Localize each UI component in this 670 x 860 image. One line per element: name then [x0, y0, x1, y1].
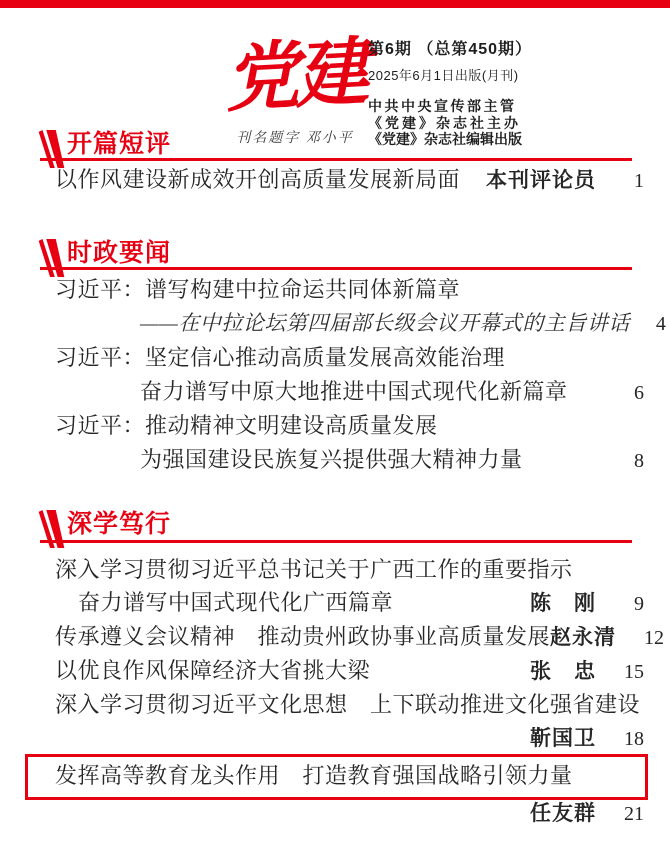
section-header-current-politics [38, 239, 171, 277]
article-author: 本刊评论员 [486, 169, 596, 192]
section-header-opening-commentary [38, 130, 171, 168]
article-author: 赵永清 [550, 626, 617, 649]
toc-entry-subtitle [140, 311, 666, 337]
issue-number: 第6期 （总第450期） [368, 41, 533, 58]
toc-entry [55, 624, 665, 651]
article-title: 深入学习贯彻习近平文化思想 上下联动推进文化强省建设 [55, 692, 641, 717]
publisher-line: 《党建》杂志社编辑出版 [368, 131, 522, 147]
section-title: 时政要闻 [67, 239, 172, 267]
page-number: 9 [634, 593, 644, 615]
article-title: 深入学习贯彻习近平总书记关于广西工作的重要指示 [55, 557, 573, 582]
article-title: 以作风建设新成效开创高质量发展新局面 [55, 167, 461, 192]
toc-entry [55, 557, 644, 582]
article-title: 习近平：谱写构建中拉命运共同体新篇章 [55, 277, 461, 302]
section-underline [40, 540, 632, 543]
article-title: 传承遵义会议精神 推动贵州政协事业高质量发展 [55, 624, 551, 649]
toc-entry [55, 277, 644, 302]
publish-date: 2025年6月1日出版(月刊) [368, 68, 519, 83]
page-number: 1 [634, 170, 644, 192]
publication-info [368, 36, 532, 148]
article-subtitle: ——在中拉论坛第四届部长级会议开幕式的主旨讲话 [140, 311, 630, 335]
publisher-block [368, 98, 532, 148]
toc-entry-subtitle [140, 447, 644, 474]
page-number: 6 [634, 382, 644, 404]
page-number: 18 [624, 728, 644, 750]
article-subtitle: 奋力谱写中原大地推进中国式现代化新篇章 [140, 379, 568, 404]
article-title: 习近平：推动精神文明建设高质量发展 [55, 413, 438, 438]
calligraphy-credit: 刊名题字 邓小平 [236, 131, 354, 146]
article-subtitle: 为强国建设民族复兴提供强大精神力量 [140, 447, 523, 472]
section-slash-icon [38, 130, 65, 168]
page-number: 21 [624, 803, 644, 825]
article-title: 以优良作风保障经济大省挑大梁 [55, 658, 371, 683]
section-title: 开篇短评 [67, 130, 172, 158]
sponsor-line: 《党建》杂志社主办 [368, 114, 521, 131]
supervisor-line: 中共中央宣传部主管 [368, 98, 517, 114]
page-number: 15 [624, 661, 644, 683]
top-red-bar [0, 0, 670, 8]
toc-entry-subtitle [78, 590, 644, 617]
section-slash-icon [38, 239, 65, 277]
page-number: 8 [634, 450, 644, 472]
article-title: 习近平：坚定信心推动高质量发展高效能治理 [55, 345, 506, 370]
article-author: 张 忠 [530, 660, 596, 683]
toc-entry-authorline [55, 726, 644, 752]
article-author: 靳国卫 [530, 727, 596, 750]
article-author: 陈 刚 [530, 592, 596, 615]
article-subtitle: 奋力谱写中国式现代化广西篇章 [78, 590, 394, 615]
page-number: 4 [655, 313, 666, 335]
toc-entry [55, 345, 644, 370]
article-title: 发挥高等教育龙头作用 打造教育强国战略引领力量 [55, 763, 573, 788]
magazine-logo: 党建 [222, 29, 368, 123]
page-number: 12 [644, 627, 665, 649]
article-author: 任友群 [530, 802, 596, 825]
toc-entry [55, 167, 644, 194]
toc-entry-authorline [55, 801, 644, 827]
section-underline [40, 267, 632, 270]
section-title: 深学笃行 [67, 510, 172, 538]
toc-entry-subtitle [140, 379, 644, 406]
toc-entry [55, 692, 644, 717]
toc-entry-highlighted [55, 763, 644, 788]
toc-entry [55, 413, 644, 438]
toc-entry [55, 658, 644, 685]
section-underline [40, 158, 632, 161]
